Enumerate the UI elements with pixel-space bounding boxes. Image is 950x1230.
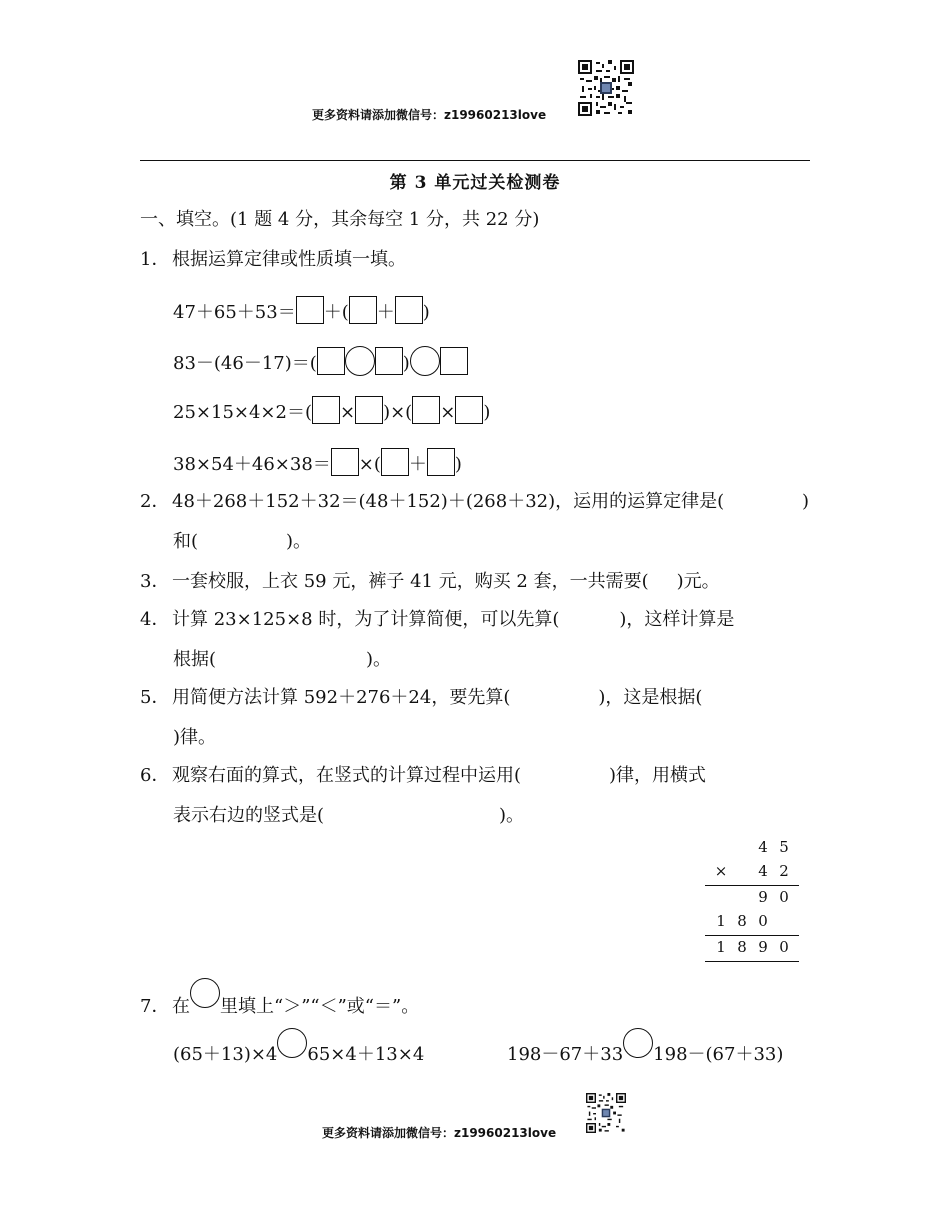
vertical-multiplication [705, 838, 800, 962]
q7-comparison-right [507, 1028, 783, 1069]
expression: 25×15×4×2＝( [173, 402, 312, 423]
answer-box[interactable] [331, 448, 359, 476]
answer-box[interactable] [381, 448, 409, 476]
digit: 8 [737, 912, 747, 930]
calc-line [705, 961, 799, 962]
expression: (65＋13)×4 [173, 1044, 278, 1065]
digit: 1 [716, 912, 726, 930]
answer-box[interactable] [355, 396, 383, 424]
question-4-line-2 [173, 646, 391, 674]
operator: ＋ [376, 302, 395, 323]
operator: ＋( [323, 302, 349, 323]
q1-row-3 [173, 396, 490, 427]
section-heading: 一、填空。(1 题 4 分，其余每空 1 分，共 22 分) [140, 209, 540, 230]
calc-line [705, 885, 799, 886]
expression: 65×4＋13×4 [307, 1044, 425, 1065]
answer-box[interactable] [296, 296, 324, 324]
operator: ＋ [408, 454, 427, 475]
digit: 9 [758, 938, 768, 956]
circle-icon [190, 978, 220, 1008]
answer-box[interactable] [440, 347, 468, 375]
question-text: )，这是根据( [598, 687, 703, 708]
answer-box[interactable] [312, 396, 340, 424]
operator: ) [422, 302, 430, 323]
header-contact-text: 更多资料请添加微信号：z19960213love [312, 108, 547, 122]
answer-circle[interactable] [623, 1028, 653, 1058]
question-text: 根据运算定律或性质填一填。 [172, 249, 406, 270]
operator: ) [454, 454, 462, 475]
answer-circle[interactable] [345, 346, 375, 376]
q1-row-2 [173, 346, 468, 378]
digit: 5 [779, 838, 789, 856]
digit: 1 [716, 938, 726, 956]
answer-box[interactable] [455, 396, 483, 424]
digit: 4 [758, 838, 768, 856]
operator: ) [402, 353, 410, 374]
digit: 0 [758, 912, 768, 930]
question-3 [140, 568, 720, 596]
answer-box[interactable] [317, 347, 345, 375]
expression: 38×54＋46×38＝ [173, 454, 331, 475]
page-title: 第 3 单元过关检测卷 [389, 173, 561, 193]
top-divider [140, 160, 810, 161]
operator: )×( [383, 402, 413, 423]
question-text: 48＋268＋152＋32＝(48＋152)＋(268＋32)，运用的运算定律是( [172, 491, 725, 512]
answer-circle[interactable] [410, 346, 440, 376]
operator: ×( [358, 454, 381, 475]
qr-code-icon [586, 1093, 626, 1133]
digit: 9 [758, 888, 768, 906]
question-text: 计算 23×125×8 时，为了计算简便，可以先算( [172, 609, 560, 630]
question-number: 3． [140, 571, 170, 592]
question-6-line-2 [173, 802, 524, 830]
operator: ) [483, 402, 491, 423]
expression: 47＋65＋53＝ [173, 302, 296, 323]
q7-comparison-left [173, 1028, 424, 1069]
multiply-sign: × [714, 862, 728, 880]
question-number: 5． [140, 687, 170, 708]
digit: 8 [737, 938, 747, 956]
answer-circle[interactable] [277, 1028, 307, 1058]
question-text: 里填上“＞”“＜”或“＝”。 [220, 996, 420, 1017]
question-text: 根据( [173, 649, 217, 670]
answer-blank-end: ) [802, 491, 810, 512]
digit: 4 [758, 862, 768, 880]
operator: × [339, 402, 356, 423]
question-text: 在 [172, 996, 190, 1017]
expression: 83－(46－17)＝( [173, 353, 317, 374]
q1-row-4 [173, 448, 462, 479]
question-text: )。 [366, 649, 392, 670]
question-text: 一套校服，上衣 59 元，裤子 41 元，购买 2 套，一共需要( [172, 571, 649, 592]
question-5 [140, 684, 702, 712]
question-number: 2． [140, 491, 170, 512]
question-text: )。 [499, 805, 525, 826]
digit: 0 [779, 888, 789, 906]
question-number: 1． [140, 249, 170, 270]
expression: 198－(67＋33) [653, 1044, 784, 1065]
digit: 2 [779, 862, 789, 880]
answer-box[interactable] [375, 347, 403, 375]
calc-line [705, 935, 799, 936]
expression: 198－67＋33 [507, 1044, 624, 1065]
q1-row-1 [173, 296, 430, 327]
answer-box[interactable] [412, 396, 440, 424]
digit: 0 [779, 938, 789, 956]
question-text: )。 [286, 531, 312, 552]
answer-box[interactable] [349, 296, 377, 324]
question-5-line-2: )律。 [173, 727, 217, 748]
footer-contact-text: 更多资料请添加微信号：z19960213love [322, 1126, 557, 1140]
question-text: 表示右边的竖式是( [173, 805, 325, 826]
question-text: 用简便方法计算 592＋276＋24，要先算( [172, 687, 511, 708]
question-text: )律，用横式 [609, 765, 707, 786]
question-text: 和( [173, 531, 199, 552]
question-2 [140, 488, 724, 516]
question-number: 6． [140, 765, 170, 786]
question-number: 7． [140, 996, 170, 1017]
qr-code-icon [578, 60, 634, 116]
answer-box[interactable] [395, 296, 423, 324]
question-6 [140, 762, 706, 790]
question-text: )元。 [676, 571, 720, 592]
question-text: 观察右面的算式，在竖式的计算过程中运用( [172, 765, 522, 786]
question-7 [140, 978, 419, 1021]
question-2-line-2 [173, 528, 311, 556]
question-4 [140, 606, 734, 634]
question-text: )，这样计算是 [619, 609, 735, 630]
answer-box[interactable] [427, 448, 455, 476]
operator: × [440, 402, 456, 423]
question-1 [140, 246, 406, 274]
question-number: 4． [140, 609, 170, 630]
